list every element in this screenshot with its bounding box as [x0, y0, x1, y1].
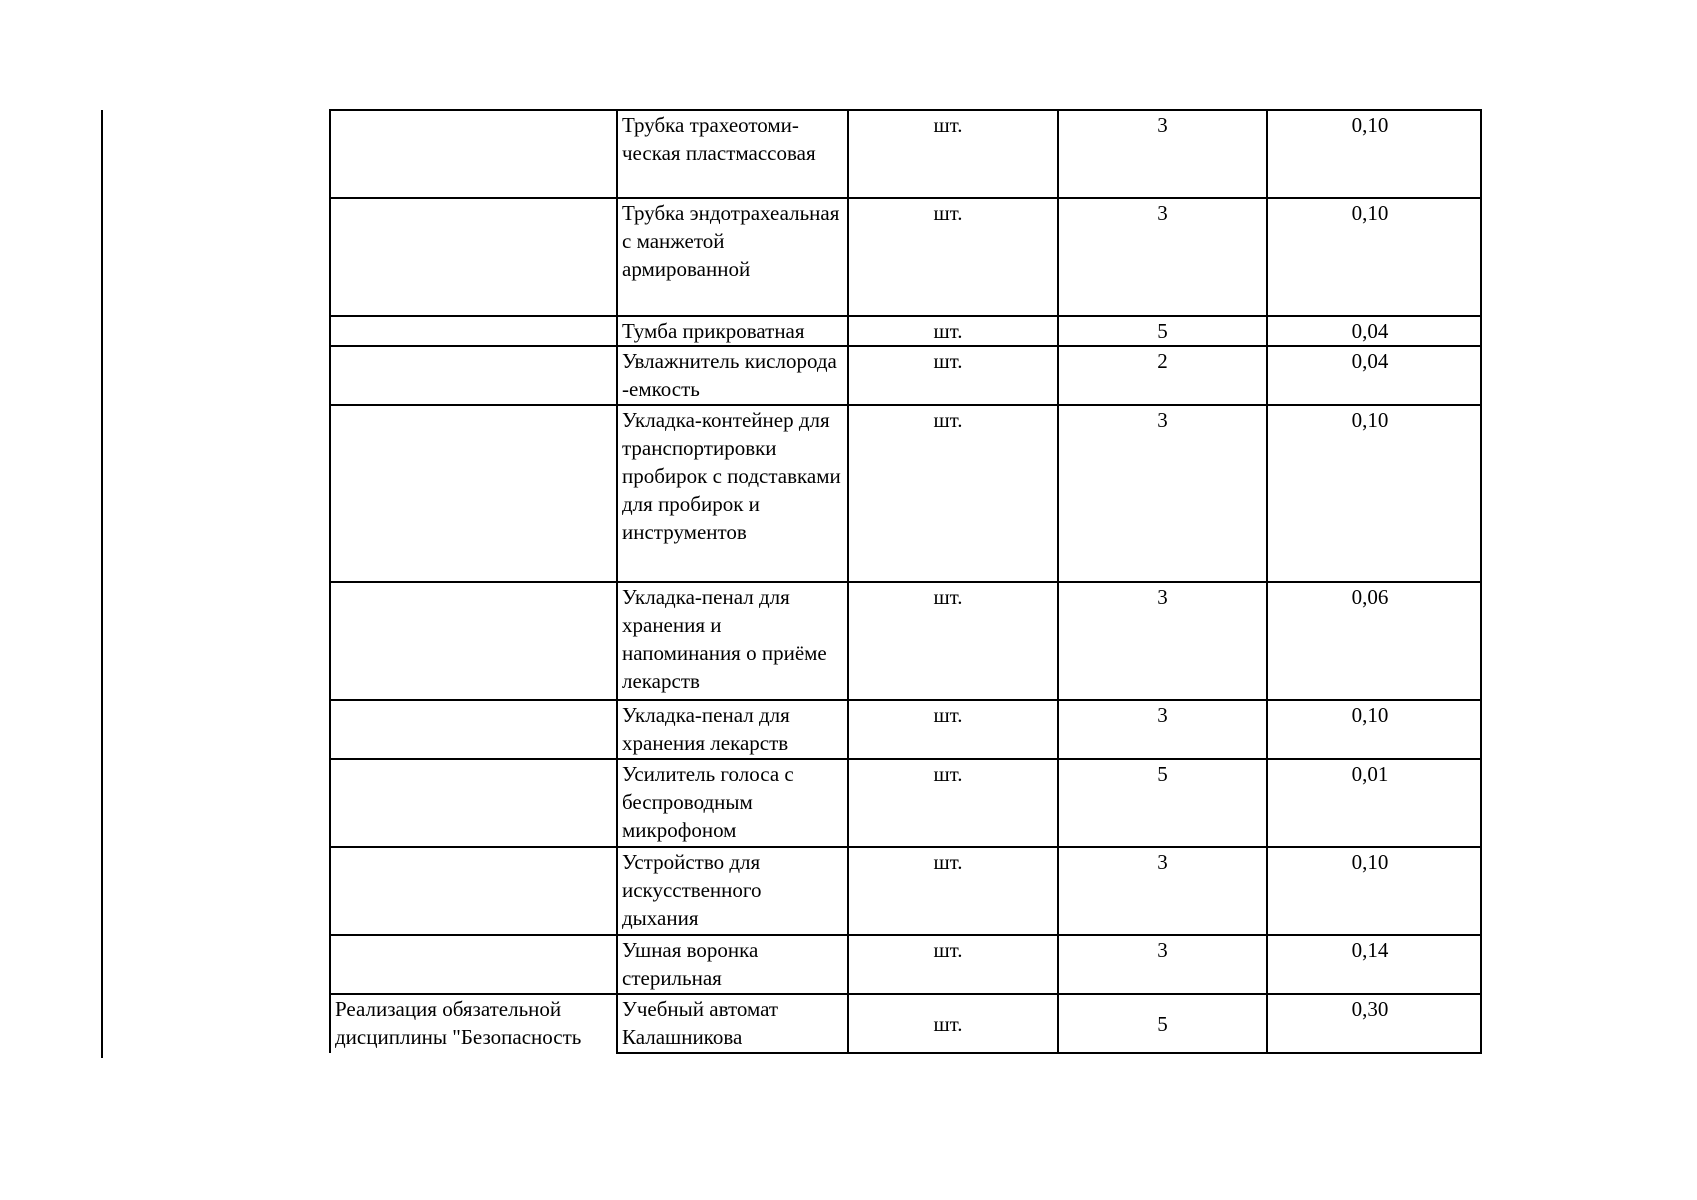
item-name-cell: Усилитель голоса с беспроводным микрофоном [617, 759, 848, 847]
table-row [330, 110, 1481, 198]
quantity-cell: 3 [1058, 405, 1267, 582]
item-name-cell: Тумба прикроватная [617, 316, 848, 346]
section-cell [330, 935, 617, 994]
item-name-cell: Учебный автомат Калашникова [617, 994, 848, 1053]
table-row [330, 935, 1481, 994]
unit-cell: шт. [848, 759, 1058, 847]
unit-cell: шт. [848, 582, 1058, 700]
table-row [330, 759, 1481, 847]
unit-cell: шт. [848, 994, 1058, 1053]
share-cell: 0,30 [1267, 994, 1481, 1053]
quantity-cell: 3 [1058, 700, 1267, 759]
item-name-cell: Укладка-контейнер для транспортировки пробирок с подставками для пробирок и инструментов [617, 405, 848, 582]
table-row [330, 316, 1481, 346]
table-row [330, 582, 1481, 700]
share-cell: 0,01 [1267, 759, 1481, 847]
item-name-cell: Укладка-пенал для хранения лекарств [617, 700, 848, 759]
section-cell [330, 700, 617, 759]
quantity-cell: 5 [1058, 994, 1267, 1053]
quantity-cell: 3 [1058, 198, 1267, 316]
quantity-cell: 5 [1058, 759, 1267, 847]
table-row [330, 700, 1481, 759]
quantity-cell: 2 [1058, 346, 1267, 405]
item-name-cell: Увлажнитель кислорода -емкость [617, 346, 848, 405]
share-cell: 0,10 [1267, 405, 1481, 582]
section-cell [330, 582, 617, 700]
unit-cell: шт. [848, 316, 1058, 346]
share-cell: 0,06 [1267, 582, 1481, 700]
quantity-cell: 3 [1058, 847, 1267, 935]
share-cell: 0,10 [1267, 700, 1481, 759]
page-margin-line [101, 110, 103, 1058]
section-cell [330, 346, 617, 405]
table-row [330, 994, 1481, 1053]
table-row [330, 198, 1481, 316]
share-cell: 0,04 [1267, 346, 1481, 405]
item-name-cell: Укладка-пенал для хранения и напоминания о приёме лекарств [617, 582, 848, 700]
share-cell: 0,10 [1267, 198, 1481, 316]
item-name-cell: Трубка трахеотоми-ческая пластмассовая [617, 110, 848, 198]
item-name-cell: Ушная воронка стерильная [617, 935, 848, 994]
table-row [330, 405, 1481, 582]
section-cell [330, 110, 617, 198]
section-cell [330, 316, 617, 346]
unit-cell: шт. [848, 110, 1058, 198]
equipment-table [329, 109, 1482, 1054]
table-row [330, 847, 1481, 935]
unit-cell: шт. [848, 405, 1058, 582]
item-name-cell: Трубка эндотрахеальная с манжетой армированной [617, 198, 848, 316]
quantity-cell: 3 [1058, 582, 1267, 700]
section-cell: Реализация обязательной дисциплины "Безопасность [330, 994, 617, 1053]
unit-cell: шт. [848, 198, 1058, 316]
quantity-cell: 3 [1058, 110, 1267, 198]
quantity-cell: 3 [1058, 935, 1267, 994]
share-cell: 0,10 [1267, 847, 1481, 935]
share-cell: 0,04 [1267, 316, 1481, 346]
section-cell [330, 405, 617, 582]
unit-cell: шт. [848, 847, 1058, 935]
share-cell: 0,10 [1267, 110, 1481, 198]
share-cell: 0,14 [1267, 935, 1481, 994]
unit-cell: шт. [848, 935, 1058, 994]
section-cell [330, 198, 617, 316]
unit-cell: шт. [848, 700, 1058, 759]
item-name-cell: Устройство для искусственного дыхания [617, 847, 848, 935]
section-cell [330, 847, 617, 935]
section-cell [330, 759, 617, 847]
quantity-cell: 5 [1058, 316, 1267, 346]
unit-cell: шт. [848, 346, 1058, 405]
table-row [330, 346, 1481, 405]
